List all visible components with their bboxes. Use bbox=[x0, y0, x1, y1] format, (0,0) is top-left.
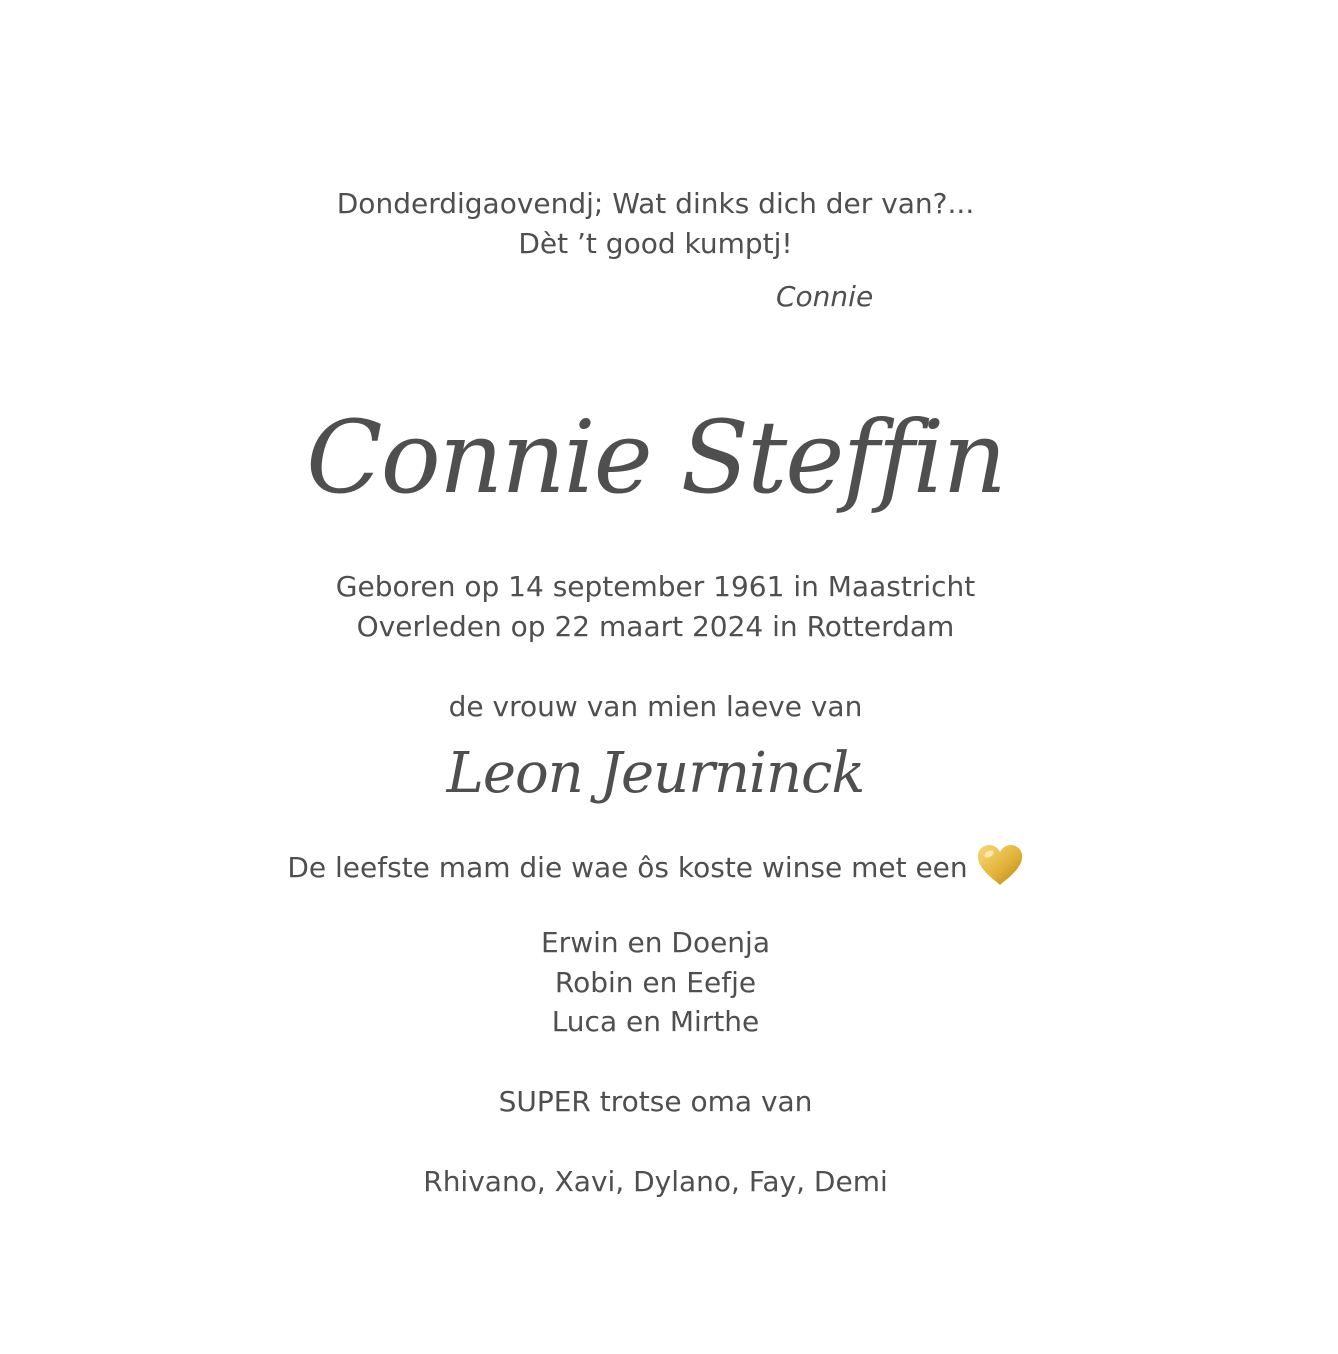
poem-line-2: Dèt ’t good kumptj! bbox=[518, 227, 793, 260]
spouse-intro: de vrouw van mien laeve van bbox=[448, 690, 863, 723]
grandchildren-names: Rhivano, Xavi, Dylano, Fay, Demi bbox=[423, 1165, 888, 1198]
poem-line-1: Donderdigaovendj; Wat dinks dich der van?... bbox=[336, 187, 975, 220]
grandchildren-intro: SUPER trotse oma van bbox=[498, 1085, 813, 1118]
tribute-text: De leefste mam die wae ôs koste winse met een bbox=[287, 851, 968, 884]
tribute-line bbox=[0, 843, 1311, 888]
poem-signature: Connie bbox=[776, 280, 874, 313]
deceased-name: Connie Steffin bbox=[306, 399, 1005, 516]
death-line: Overleden op 22 maart 2024 in Rotterdam bbox=[356, 610, 955, 643]
gold-heart-icon bbox=[976, 843, 1024, 887]
child-line-3: Luca en Mirthe bbox=[551, 1005, 760, 1038]
birth-line: Geboren op 14 september 1961 in Maastricht bbox=[335, 570, 976, 603]
spouse-name: Leon Jeurninck bbox=[446, 741, 865, 806]
child-line-2: Robin en Eefje bbox=[554, 966, 757, 999]
child-line-1: Erwin en Doenja bbox=[540, 926, 770, 959]
